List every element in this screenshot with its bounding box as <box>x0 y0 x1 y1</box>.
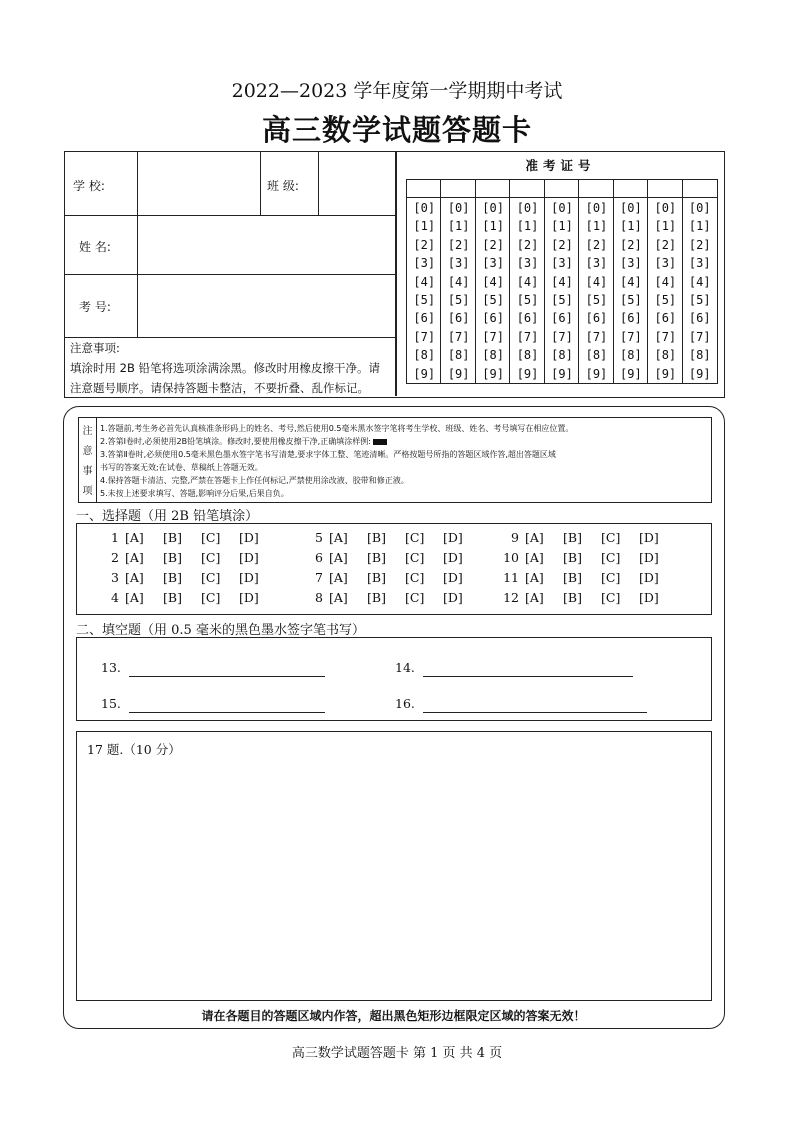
mc-option-bubble[interactable]: [C] <box>201 530 221 545</box>
mc-option-bubble[interactable]: [A] <box>125 550 144 565</box>
mc-question-number: 12 <box>503 590 519 605</box>
ticket-digit-write-box[interactable] <box>683 180 717 198</box>
ticket-digit-bubble[interactable]: [0] <box>688 201 711 215</box>
school-label: 学 校: <box>73 179 105 193</box>
mc-option-bubble[interactable]: [B] <box>163 550 182 565</box>
ticket-digit-write-box[interactable] <box>648 180 681 198</box>
side-char: 意 <box>82 446 93 457</box>
note-item: 书写的答案无效;在试卷、草稿纸上答题无效。 <box>100 463 263 472</box>
ticket-digit-bubble[interactable]: [3] <box>585 256 608 271</box>
ticket-digit-bubble[interactable]: [1] <box>413 219 436 234</box>
mc-option-bubble[interactable]: [D] <box>639 550 659 565</box>
mc-option-bubble[interactable]: [C] <box>601 590 621 605</box>
ticket-digit-bubble[interactable]: [2] <box>654 237 677 252</box>
mc-option-bubble[interactable]: [D] <box>639 530 659 545</box>
ticket-column <box>476 180 510 383</box>
ticket-digit-bubble[interactable]: [3] <box>654 256 677 271</box>
mc-option-bubble[interactable]: [C] <box>405 550 425 565</box>
blank-16-label: 16. <box>395 696 415 711</box>
ticket-digit-write-box[interactable] <box>510 180 543 198</box>
ticket-digit-bubble[interactable]: [8] <box>654 348 677 363</box>
ticket-digit-bubble[interactable]: [8] <box>413 348 436 363</box>
class-field[interactable] <box>319 153 394 214</box>
ticket-digit-bubble[interactable]: [4] <box>654 274 677 289</box>
ticket-title: 准考证号 <box>525 158 596 173</box>
ticket-digit-bubble[interactable]: [6] <box>516 311 539 326</box>
mc-option-bubble[interactable]: [A] <box>525 570 544 585</box>
fill-in-box <box>76 637 712 721</box>
mc-option-bubble[interactable]: [D] <box>239 590 259 605</box>
ticket-digit-bubble[interactable]: [3] <box>688 256 711 271</box>
notes-box <box>78 417 712 503</box>
mc-option-bubble[interactable]: [D] <box>443 590 463 605</box>
ticket-digit-bubble[interactable]: [7] <box>447 329 470 344</box>
ticket-digit-bubble[interactable]: [8] <box>551 348 573 363</box>
mc-option-bubble[interactable]: [C] <box>601 570 621 585</box>
ticket-digit-bubble[interactable]: [7] <box>482 329 504 344</box>
exam-subtitle: 2022—2023 学年度第一学期期中考试 <box>231 80 563 102</box>
ticket-digit-bubble[interactable]: [7] <box>516 329 539 344</box>
ticket-column <box>683 180 717 383</box>
mc-option-bubble[interactable]: [D] <box>443 530 463 545</box>
ticket-digit-bubble[interactable]: [5] <box>482 293 504 307</box>
ticket-digit-bubble[interactable]: [0] <box>482 201 504 215</box>
ticket-column <box>407 180 441 383</box>
mc-question-number: 7 <box>315 570 323 585</box>
ticket-digit-bubble[interactable]: [6] <box>413 311 436 326</box>
class-label: 班 级: <box>267 179 299 193</box>
ticket-digit-bubble[interactable]: [1] <box>447 219 470 234</box>
section1-title: 一、选择题（用 2B 铅笔填涂） <box>76 509 259 524</box>
ticket-column <box>614 180 648 383</box>
ticket-digit-bubble[interactable]: [2] <box>585 237 608 252</box>
ticket-column <box>545 180 579 383</box>
mc-option-bubble[interactable]: [A] <box>525 590 544 605</box>
ticket-digit-bubble[interactable]: [2] <box>482 237 504 252</box>
ticket-digit-bubble[interactable]: [8] <box>447 348 470 363</box>
mc-question-number: 1 <box>111 530 119 545</box>
mc-option-bubble[interactable]: [B] <box>163 530 182 545</box>
ticket-digit-bubble[interactable]: [7] <box>688 329 711 344</box>
mc-option-bubble[interactable]: [D] <box>443 570 463 585</box>
ticket-number-grid <box>406 179 718 384</box>
mc-option-bubble[interactable]: [A] <box>329 530 348 545</box>
ticket-digit-bubble[interactable]: [5] <box>688 293 711 307</box>
ticket-digit-write-box[interactable] <box>407 180 440 198</box>
ticket-digit-bubble[interactable]: [7] <box>585 329 608 344</box>
ticket-digit-bubble[interactable]: [1] <box>551 219 573 234</box>
ticket-digit-bubble[interactable]: [9] <box>482 366 504 381</box>
ticket-digit-bubble[interactable]: [3] <box>551 256 573 271</box>
ticket-digit-bubble[interactable]: [2] <box>620 237 642 252</box>
ticket-digit-bubble[interactable]: [2] <box>516 237 539 252</box>
ticket-digit-bubble[interactable]: [2] <box>551 237 573 252</box>
note-item-text: 2.答第Ⅰ卷时,必须使用2B铅笔填涂。修改时,要使用橡皮擦干净,正确填涂样例: <box>100 437 371 446</box>
page-title: 高三数学试题答题卡 <box>261 113 532 147</box>
mc-option-bubble[interactable]: [A] <box>525 550 544 565</box>
ticket-digit-bubble[interactable]: [6] <box>688 311 711 326</box>
mc-option-bubble[interactable]: [A] <box>125 570 144 585</box>
ticket-digit-bubble[interactable]: [6] <box>620 311 642 326</box>
ticket-digit-bubble[interactable]: [2] <box>447 237 470 252</box>
name-label: 姓 名: <box>79 240 111 254</box>
mc-option-bubble[interactable]: [D] <box>239 550 259 565</box>
mc-option-bubble[interactable]: [A] <box>329 550 348 565</box>
mc-option-bubble[interactable]: [B] <box>367 590 386 605</box>
ticket-digit-bubble[interactable]: [3] <box>516 256 539 271</box>
ticket-digit-bubble[interactable]: [3] <box>413 256 436 271</box>
ticket-digit-bubble[interactable]: [3] <box>482 256 504 271</box>
blank-16-line[interactable] <box>423 712 647 713</box>
mc-option-bubble[interactable]: [B] <box>563 570 582 585</box>
ticket-digit-bubble[interactable]: [5] <box>585 293 608 307</box>
mc-question-row <box>295 590 481 605</box>
mc-question-row <box>91 530 277 545</box>
notice-line: 注意题号顺序。请保持答题卡整洁，不要折叠、乱作标记。 <box>70 381 369 395</box>
mc-option-bubble[interactable]: [C] <box>601 530 621 545</box>
mc-option-bubble[interactable]: [A] <box>329 570 348 585</box>
mc-question-number: 8 <box>315 590 323 605</box>
mc-option-bubble[interactable]: [D] <box>443 550 463 565</box>
ticket-digit-bubble[interactable]: [8] <box>516 348 539 363</box>
mc-option-bubble[interactable]: [D] <box>239 530 259 545</box>
note-item: 5.未按上述要求填写、答题,影响评分后果,后果自负。 <box>100 489 289 498</box>
ticket-digit-bubble[interactable]: [0] <box>654 201 677 215</box>
ticket-digit-bubble[interactable]: [4] <box>413 274 436 289</box>
mc-option-bubble[interactable]: [B] <box>163 570 182 585</box>
mc-option-bubble[interactable]: [D] <box>639 570 659 585</box>
ticket-digit-write-box[interactable] <box>476 180 509 198</box>
mc-question-number: 3 <box>111 570 119 585</box>
ticket-digit-bubble[interactable]: [9] <box>654 366 677 381</box>
ticket-digit-write-box[interactable] <box>545 180 578 198</box>
mc-option-bubble[interactable]: [C] <box>405 530 425 545</box>
mc-option-bubble[interactable]: [A] <box>125 590 144 605</box>
ticket-digit-bubble[interactable]: [9] <box>585 366 608 381</box>
ticket-column <box>441 180 475 383</box>
exam-number-label: 考 号: <box>79 300 111 314</box>
ticket-digit-bubble[interactable]: [8] <box>620 348 642 363</box>
notes-side-label <box>79 418 97 502</box>
mc-question-number: 6 <box>315 550 323 565</box>
blank-13-label: 13. <box>101 660 121 675</box>
page-footer: 高三数学试题答题卡 第 1 页 共 4 页 <box>291 1046 503 1061</box>
blank-14-line[interactable] <box>423 676 633 677</box>
ticket-digit-bubble[interactable]: [5] <box>551 293 573 307</box>
ticket-digit-bubble[interactable]: [6] <box>551 311 573 326</box>
mc-question-number: 4 <box>111 590 119 605</box>
mc-question-row <box>491 530 677 545</box>
blank-13-line[interactable] <box>129 676 325 677</box>
mc-question-row <box>295 530 481 545</box>
mc-option-bubble[interactable]: [C] <box>601 550 621 565</box>
ticket-digit-bubble[interactable]: [0] <box>585 201 608 215</box>
mc-option-bubble[interactable]: [C] <box>405 570 425 585</box>
ticket-digit-bubble[interactable]: [5] <box>516 293 539 307</box>
mc-option-bubble[interactable]: [A] <box>329 590 348 605</box>
mc-option-bubble[interactable]: [C] <box>201 550 221 565</box>
ticket-digit-bubble[interactable]: [3] <box>620 256 642 271</box>
ticket-digit-bubble[interactable]: [1] <box>482 219 504 234</box>
school-field[interactable] <box>138 153 259 214</box>
note-item <box>100 436 387 447</box>
ticket-digit-bubble[interactable]: [5] <box>620 293 642 307</box>
ticket-digit-bubble[interactable]: [3] <box>447 256 470 271</box>
ticket-digit-bubble[interactable]: [4] <box>516 274 539 289</box>
ticket-digit-bubble[interactable]: [0] <box>447 201 470 215</box>
mc-question-row <box>295 570 481 585</box>
answer-area-warning: 请在各题目的答题区域内作答，超出黑色矩形边框限定区域的答案无效！ <box>201 1009 586 1023</box>
side-char: 事 <box>82 466 93 477</box>
ticket-digit-bubble[interactable]: [5] <box>413 293 436 307</box>
question-17-answer-area[interactable] <box>76 731 712 1001</box>
answer-frame <box>63 406 725 1029</box>
ticket-column <box>648 180 682 383</box>
exam-number-field[interactable] <box>138 275 394 336</box>
ticket-digit-bubble[interactable]: [2] <box>413 237 436 252</box>
blank-15-label: 15. <box>101 696 121 711</box>
ticket-digit-bubble[interactable]: [1] <box>620 219 642 234</box>
mc-question-number: 9 <box>511 530 519 545</box>
ticket-digit-bubble[interactable]: [4] <box>447 274 470 289</box>
mc-question-number: 10 <box>503 550 519 565</box>
ticket-digit-bubble[interactable]: [9] <box>516 366 539 381</box>
fill-sample-mark <box>373 439 387 445</box>
mc-option-bubble[interactable]: [B] <box>563 590 582 605</box>
ticket-digit-bubble[interactable]: [5] <box>654 293 677 307</box>
ticket-digit-bubble[interactable]: [9] <box>447 366 470 381</box>
ticket-digit-bubble[interactable]: [4] <box>482 274 504 289</box>
mc-question-number: 11 <box>503 570 519 585</box>
mc-question-row <box>295 550 481 565</box>
ticket-digit-bubble[interactable]: [6] <box>654 311 677 326</box>
note-item: 3.答第Ⅱ卷时,必须使用0.5毫米黑色墨水签字笔书写清楚,要求字体工整、笔迹清晰。严格按题号所指的答题区域作答,超出答题区域 <box>100 450 556 459</box>
ticket-digit-bubble[interactable]: [9] <box>551 366 573 381</box>
side-char: 项 <box>82 486 93 497</box>
ticket-digit-bubble[interactable]: [1] <box>516 219 539 234</box>
student-info-box <box>64 151 725 398</box>
ticket-digit-bubble[interactable]: [6] <box>585 311 608 326</box>
mc-option-bubble[interactable]: [D] <box>639 590 659 605</box>
section2-title: 二、填空题（用 0.5 毫米的黑色墨水签字笔书写） <box>76 623 365 638</box>
ticket-digit-bubble[interactable]: [7] <box>551 329 573 344</box>
ticket-digit-bubble[interactable]: [0] <box>620 201 642 215</box>
ticket-digit-bubble[interactable]: [5] <box>447 293 470 307</box>
blank-15-line[interactable] <box>129 712 325 713</box>
mc-question-row <box>91 590 277 605</box>
mc-question-row <box>91 550 277 565</box>
ticket-digit-bubble[interactable]: [8] <box>585 348 608 363</box>
note-item: 4.保持答题卡清洁、完整,严禁在答题卡上作任何标记,严禁使用涂改液、胶带和修正液。 <box>100 476 409 485</box>
ticket-digit-write-box[interactable] <box>614 180 647 198</box>
ticket-digit-bubble[interactable]: [7] <box>620 329 642 344</box>
mc-question-row <box>491 570 677 585</box>
ticket-digit-bubble[interactable]: [0] <box>516 201 539 215</box>
ticket-digit-bubble[interactable]: [4] <box>551 274 573 289</box>
mc-option-bubble[interactable]: [A] <box>525 530 544 545</box>
notice-title: 注意事项: <box>70 341 120 355</box>
mc-option-bubble[interactable]: [B] <box>163 590 182 605</box>
mc-option-bubble[interactable]: [B] <box>563 530 582 545</box>
ticket-digit-bubble[interactable]: [1] <box>654 219 677 234</box>
ticket-column <box>510 180 544 383</box>
ticket-digit-bubble[interactable]: [6] <box>447 311 470 326</box>
ticket-digit-write-box[interactable] <box>441 180 474 198</box>
mc-option-bubble[interactable]: [B] <box>367 570 386 585</box>
notice-line: 填涂时用 2B 铅笔将选项涂满涂黑。修改时用橡皮擦干净。请 <box>70 361 381 375</box>
mc-question-row <box>491 550 677 565</box>
mc-option-bubble[interactable]: [B] <box>563 550 582 565</box>
mc-option-bubble[interactable]: [B] <box>367 550 386 565</box>
ticket-digit-bubble[interactable]: [8] <box>482 348 504 363</box>
question-17-label: 17 题.（10 分） <box>87 742 181 757</box>
multiple-choice-box <box>76 523 712 615</box>
ticket-digit-bubble[interactable]: [4] <box>620 274 642 289</box>
mc-option-bubble[interactable]: [B] <box>367 530 386 545</box>
mc-question-row <box>491 590 677 605</box>
ticket-digit-bubble[interactable]: [4] <box>688 274 711 289</box>
ticket-column <box>579 180 613 383</box>
mc-option-bubble[interactable]: [C] <box>201 570 221 585</box>
ticket-digit-bubble[interactable]: [4] <box>585 274 608 289</box>
mc-question-number: 5 <box>315 530 323 545</box>
mc-question-row <box>91 570 277 585</box>
blank-14-label: 14. <box>395 660 415 675</box>
name-field[interactable] <box>138 216 394 273</box>
side-char: 注 <box>82 426 93 437</box>
mc-question-number: 2 <box>111 550 119 565</box>
note-item: 1.答题前,考生务必首先认真核准条形码上的姓名、考号,然后使用0.5毫米黑水签字笔将考生学校、班级、姓名、考号填写在相应位置。 <box>100 424 574 433</box>
ticket-digit-write-box[interactable] <box>579 180 612 198</box>
ticket-digit-bubble[interactable]: [0] <box>413 201 436 215</box>
ticket-digit-bubble[interactable]: [6] <box>482 311 504 326</box>
ticket-digit-bubble[interactable]: [0] <box>551 201 573 215</box>
mc-option-bubble[interactable]: [D] <box>239 570 259 585</box>
ticket-digit-bubble[interactable]: [1] <box>585 219 608 234</box>
ticket-digit-bubble[interactable]: [7] <box>654 329 677 344</box>
ticket-digit-bubble[interactable]: [2] <box>688 237 711 252</box>
ticket-digit-bubble[interactable]: [1] <box>688 219 711 234</box>
ticket-digit-bubble[interactable]: [9] <box>413 366 436 381</box>
ticket-digit-bubble[interactable]: [9] <box>620 366 642 381</box>
ticket-digit-bubble[interactable]: [9] <box>688 366 711 381</box>
mc-option-bubble[interactable]: [C] <box>405 590 425 605</box>
ticket-digit-bubble[interactable]: [8] <box>688 348 711 363</box>
mc-option-bubble[interactable]: [A] <box>125 530 144 545</box>
mc-option-bubble[interactable]: [C] <box>201 590 221 605</box>
ticket-digit-bubble[interactable]: [7] <box>413 329 436 344</box>
